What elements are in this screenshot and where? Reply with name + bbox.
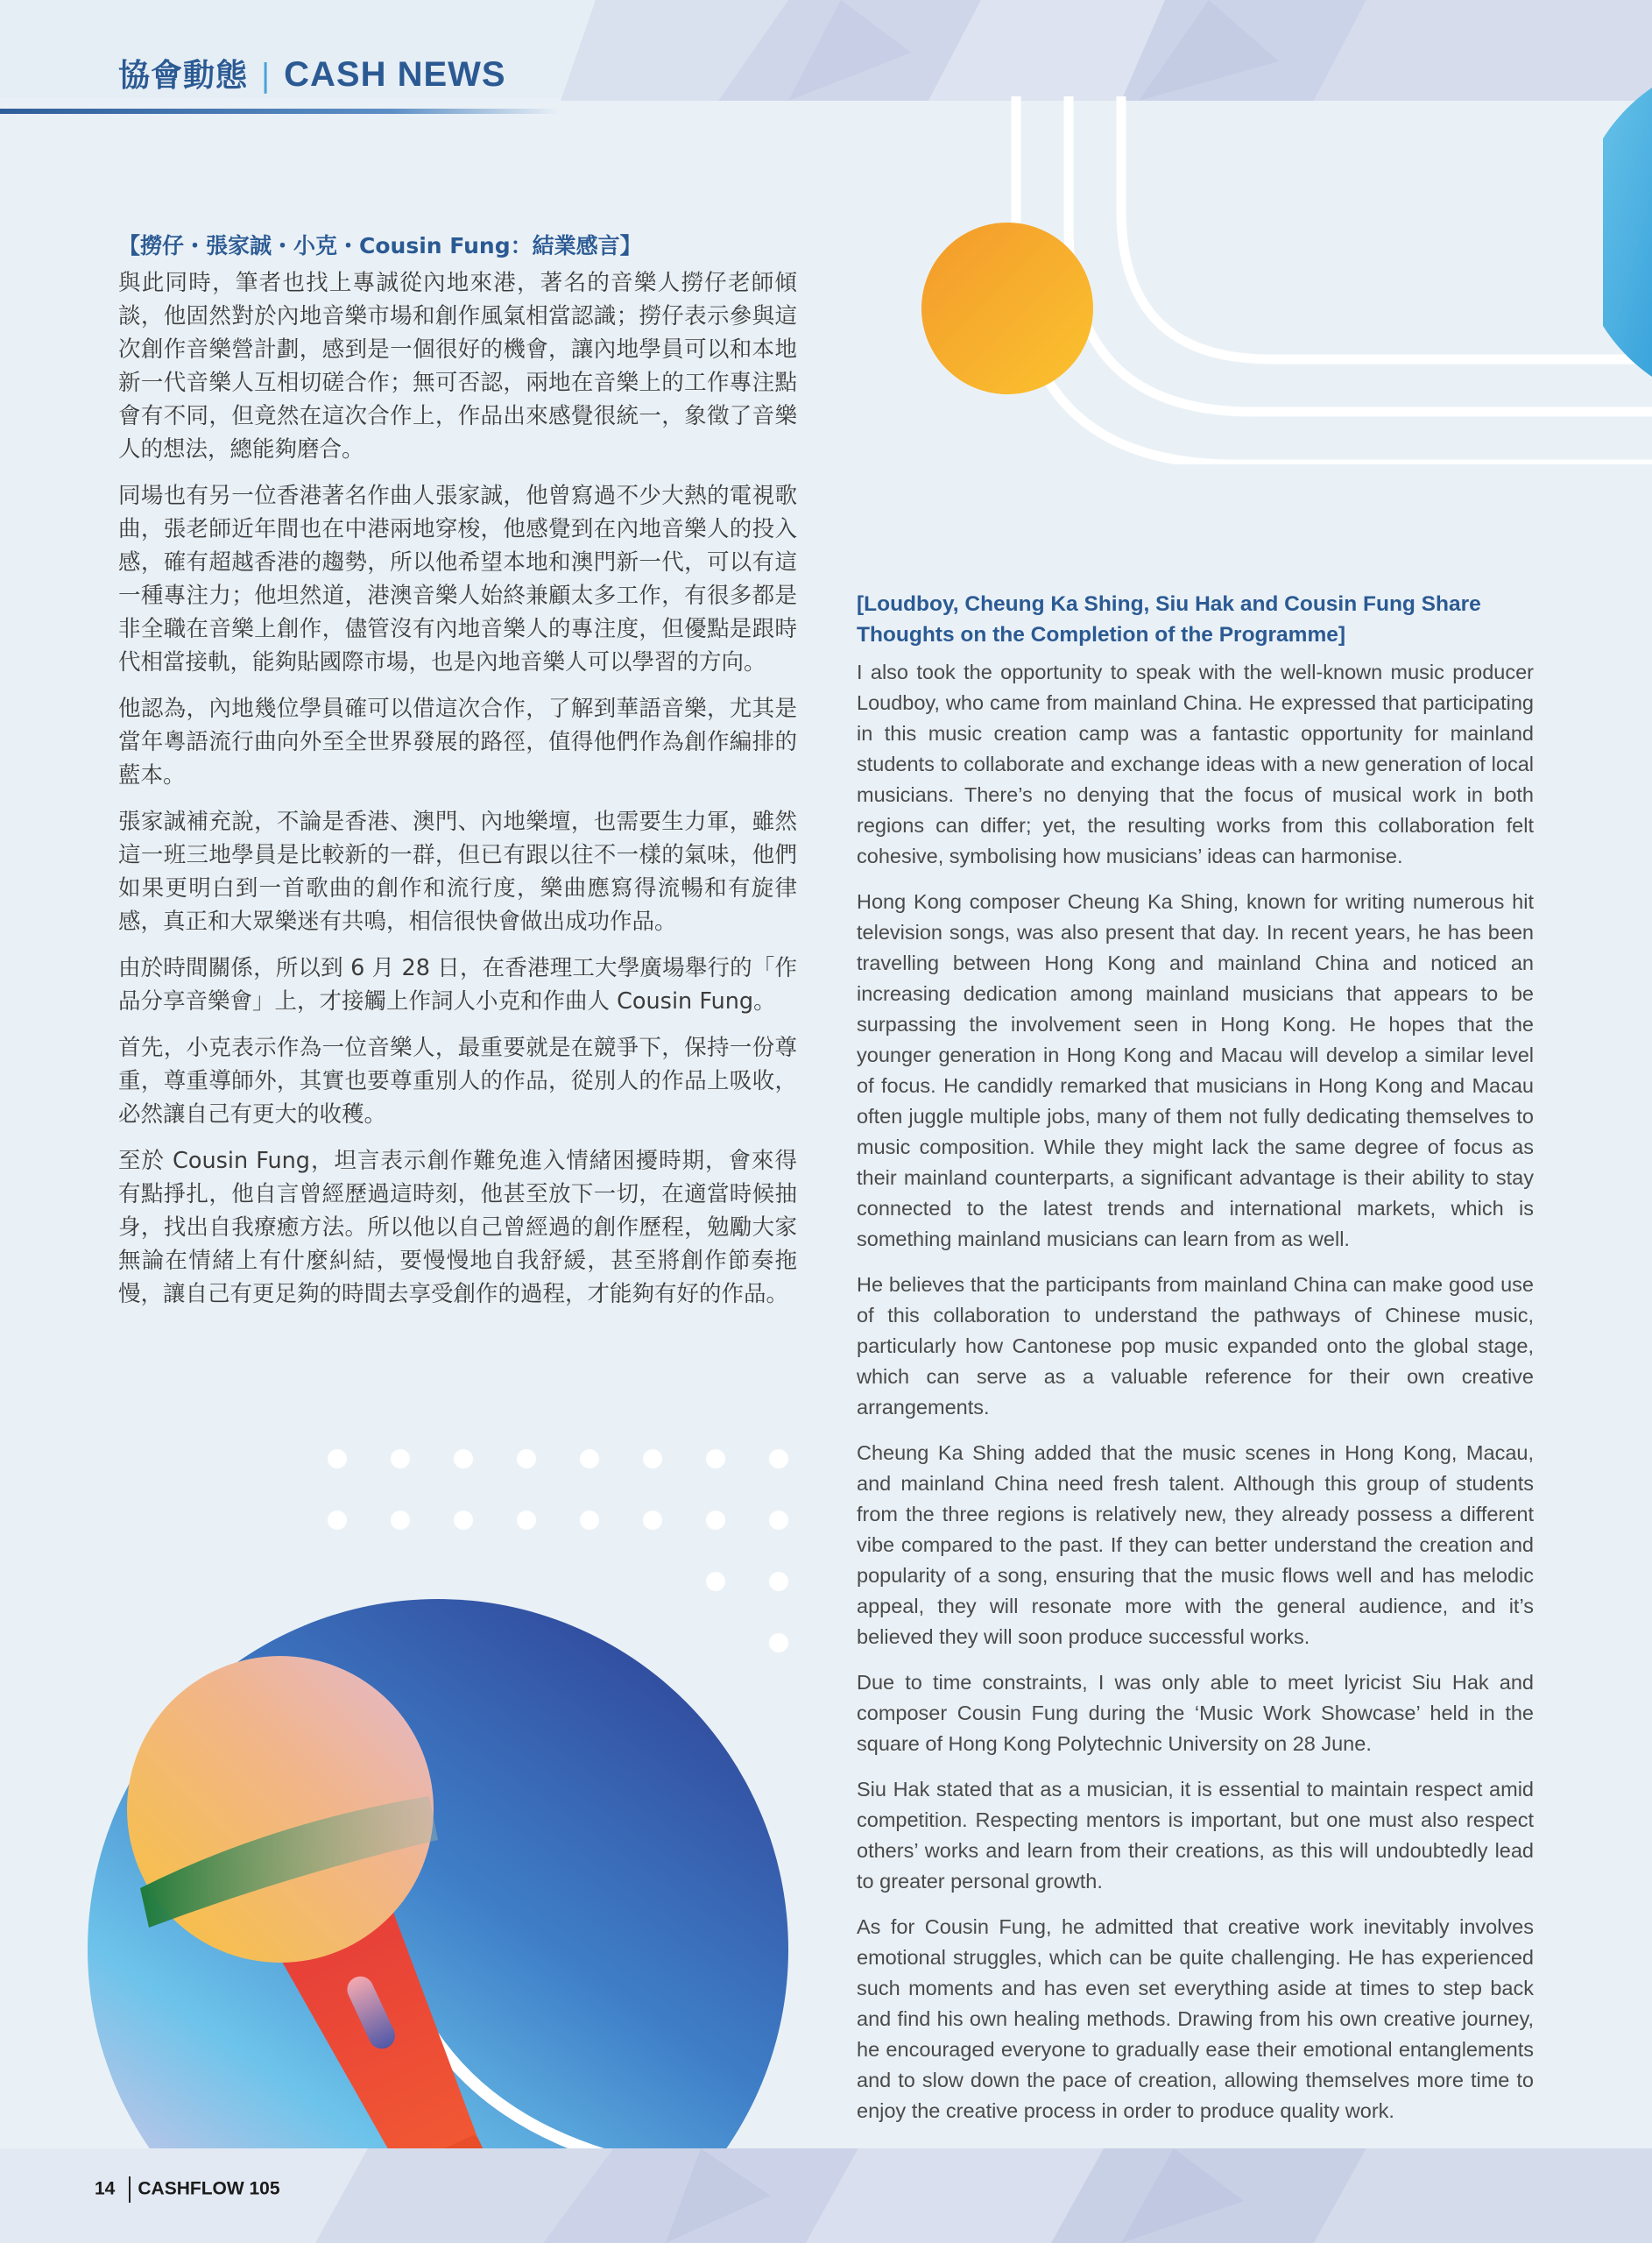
section-header [118, 51, 506, 96]
paragraph-zh-4: 張家誠補充說，不論是香港、澳門、內地樂壇，也需要生力軍，雖然這一班三地學員是比較新的一群，但已有跟以往不一樣的氣味，他們如果更明白到一首歌曲的創作和流行度，樂曲應寫得流暢和有旋律感，真正和大眾樂迷有共鳴，相信很快會做出成功作品。 [118, 809, 797, 935]
curved-lines-decoration [999, 96, 1652, 464]
paragraph-zh-3: 他認為，內地幾位學員確可以借這次合作，了解到華語音樂，尤其是當年粵語流行曲向外至全世界發展的路徑，值得他們作為創作編排的藍本。 [118, 696, 797, 789]
paragraph-en-3: He believes that the participants from mainland China can make good use of this collaboration to understand the pathways of Chinese music, particularly how Cantonese pop music expanded onto the global stage, which can serve as a valuable reference for their own creative arrangements. [857, 1273, 1534, 1419]
footer-divider [129, 2176, 131, 2203]
header-underline [0, 109, 561, 114]
paragraph-zh-6: 首先，小克表示作為一位音樂人，最重要就是在競爭下，保持一份尊重，尊重導師外，其實也要尊重別人的作品，從別人的作品上吸收，必然讓自己有更大的收穫。 [118, 1035, 797, 1128]
paragraph-en-5: Due to time constraints, I was only able to meet lyricist Siu Hak and composer Cousin Fung during the ‘Music Work Showcase’ held in the square of Hong Kong Polytechnic University on 28 June. [857, 1671, 1534, 1755]
blue-half-circle-decoration [1603, 88, 1652, 377]
page-footer [95, 2176, 280, 2203]
paragraph-en-1: I also took the opportunity to speak with the well-known music producer Loudboy, who came from mainland China. He expressed that participating in this music creation camp was a fantastic opportunity for mainland students to collaborate and exchange ideas with a new generation of local musicians. There’s no denying that the focus of musical work in both regions can differ; yet, the resulting works from this collaboration felt cohesive, symbolising how musicians’ ideas can harmonise. [857, 661, 1534, 867]
page-number: 14 [95, 2178, 116, 2199]
paragraph-zh-7: 至於 Cousin Fung，坦言表示創作難免進入情緒困擾時期，會來得有點掙扎，他自言曾經歷過這時刻，他甚至放下一切，在適當時候抽身，找出自我療癒方法。所以他以自己曾經過的創作歷程，勉勵大家無論在情緒上有什麼糾結，要慢慢地自我舒緩，甚至將創作節奏拖慢，讓自己有更足夠的時間去享受創作的過程，才能夠有好的作品。 [118, 1148, 797, 1307]
paragraph-zh-1: 與此同時，筆者也找上專誠從內地來港，著名的音樂人撈仔老師傾談，他固然對於內地音樂市場和創作風氣相當認識；撈仔表示參與這次創作音樂營計劃，感到是一個很好的機會，讓內地學員可以和本地新一代音樂人互相切磋合作；無可否認，兩地在音樂上的工作專注點會有不同，但竟然在這次合作上，作品出來感覺很統一，象徵了音樂人的想法，總能夠磨合。 [118, 270, 797, 463]
article-heading-zh: 【撈仔・張家誠・小克・Cousin Fung：結業感言】 [118, 233, 642, 258]
paragraph-zh-5: 由於時間關係，所以到 6 月 28 日，在香港理工大學廣場舉行的「作品分享音樂會」上，才接觸上作詞人小克和作曲人 Cousin Fung。 [118, 955, 797, 1015]
paragraph-en-7: As for Cousin Fung, he admitted that creative work inevitably involves emotional struggles, which can be quite challenging. He has experienced such moments and has even set everything aside at times to step back and find his own healing methods. Drawing from his own creative journey, he encouraged everyone to gradually ease their emotional entanglements and to slow down the pace of creation, allowing themselves more time to enjoy the creative process in order to produce quality work. [857, 1915, 1534, 2122]
article-heading-en: [Loudboy, Cheung Ka Shing, Siu Hak and Cousin Fung Share Thoughts on the Completion of the Programme] [857, 592, 1481, 647]
microphone-illustration [53, 1507, 806, 2173]
title-separator: | [260, 58, 272, 94]
paragraph-en-6: Siu Hak stated that as a musician, it is essential to maintain respect amid competition. Respecting mentors is important, but one must also respect others’ works and learn from their creations, as this will undoubtedly lead to greater personal growth. [857, 1778, 1534, 1893]
orange-circle-decoration [920, 221, 1095, 396]
section-title-en: CASH NEWS [284, 55, 506, 94]
article-column-english [857, 589, 1534, 2141]
paragraph-en-2: Hong Kong composer Cheung Ka Shing, known for writing numerous hit television songs, was also present that day. In recent years, he has been travelling between Hong Kong and mainland China and noticed an increasing dedication among mainland musicians that appears to be surpassing the involvement seen in Hong Kong. He hopes that the younger generation in Hong Kong and Macau will develop a similar level of focus. He candidly remarked that musicians in Hong Kong and Macau often juggle multiple jobs, many of them not fully dedicating themselves to music composition. While they might lack the same degree of focus as their mainland counterparts, a significant advantage is their ability to stay connected to the latest trends and international markets, which is something mainland musicians can learn from as well. [857, 890, 1534, 1250]
article-column-chinese [118, 230, 797, 1324]
paragraph-zh-2: 同場也有另一位香港著名作曲人張家誠，他曾寫過不少大熱的電視歌曲，張老師近年間也在中港兩地穿梭，他感覺到在內地音樂人的投入感，確有超越香港的趨勢，所以他希望本地和澳門新一代，可以有這一種專注力；他坦然道，港澳音樂人始終兼顧太多工作，有很多都是非全職在音樂上創作，儘管沒有內地音樂人的專注度，但優點是跟時代相當接軌，能夠貼國際市場，也是內地音樂人可以學習的方向。 [118, 483, 797, 676]
paragraph-en-4: Cheung Ka Shing added that the music scenes in Hong Kong, Macau, and mainland China need fresh talent. Although this group of students from the three regions is relatively new, they already possess a different vibe compared to the past. If they can better understand the creation and popularity of a song, ensuring that the music flows well and has melodic appeal, they will resonate more with the general audience, and it’s believed they will soon produce successful works. [857, 1441, 1534, 1648]
publication-name: CASHFLOW 105 [138, 2178, 280, 2199]
section-title-zh: 協會動態 [118, 58, 249, 94]
